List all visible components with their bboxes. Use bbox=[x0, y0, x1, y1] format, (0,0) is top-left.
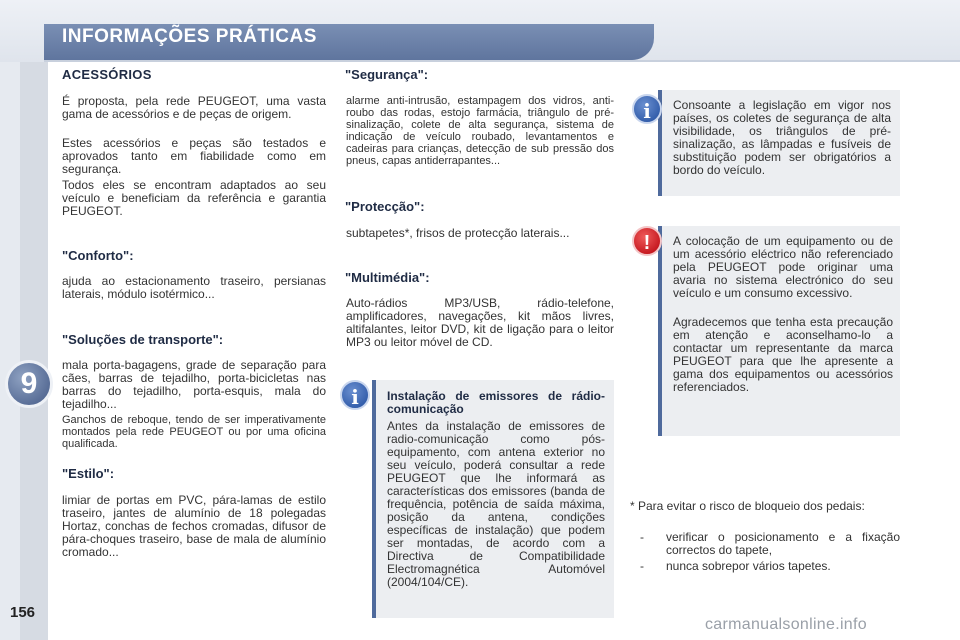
warning-icon: ! bbox=[632, 226, 662, 256]
estilo-text: limiar de portas em PVC, pára-lamas de estilo traseiro, jantes de alumínio de 18 polegadas Hortaz, conchas de fechos cromadas, difusor de pára-choques traseiro, base de mala de alumínio cromado... bbox=[62, 493, 326, 559]
watermark: carmanualsonline.info bbox=[705, 616, 867, 633]
footnote-item bbox=[640, 531, 900, 557]
info-icon: i bbox=[632, 94, 662, 124]
chapter-sidebar-edge bbox=[0, 62, 20, 640]
multimedia-heading: "Multimédia": bbox=[345, 270, 430, 285]
transporte-heading: "Soluções de transporte": bbox=[62, 332, 224, 347]
accessories-paragraph-1: É proposta, pela rede PEUGEOT, uma vasta gama de acessórios e de peças de origem. bbox=[62, 94, 326, 121]
footnote-item-text: nunca sobrepor vários tapetes. bbox=[666, 559, 831, 573]
footnote-item-text: verificar o posicionamento e a fixação correctos do tapete, bbox=[666, 530, 900, 557]
radio-emitters-text: Antes da instalação de emissores de radio-comunicação como pós-equipamento, com antena exterior no seu veículo, poderá consultar a rede PEUGEOT que lhe informará as características dos emissores (banda de frequência, potência de saída máxima, posição da antena, condições específicas de instalação) que podem ser montadas, de acordo com a Directiva de Compatibilidade Electromagnética Automóvel (2004/104/CE). bbox=[387, 419, 605, 589]
multimedia-text: Auto-rádios MP3/USB, rádio-telefone, amplificadores, navegações, kit mãos livres, altifalantes, leitor DVD, kit de ligação para o leitor MP3 ou leitor móvel de CD. bbox=[346, 296, 614, 349]
conforto-heading: "Conforto": bbox=[62, 248, 134, 263]
footnote-bullet: - bbox=[640, 559, 644, 573]
page-number: 156 bbox=[10, 604, 36, 621]
chapter-number-badge: 9 bbox=[5, 360, 53, 408]
accessories-paragraph-2: Estes acessórios e peças são testados e aprovados tanto em fiabilidade como em segurança. bbox=[62, 136, 326, 176]
page-title: INFORMAÇÕES PRÁTICAS bbox=[62, 26, 317, 47]
footnote-bullet: - bbox=[640, 530, 644, 544]
legislation-text: Consoante a legislação em vigor nos países, os coletes de segurança de alta visibilidade, os triângulos de pré-sinalização, as lâmpadas e fusíveis de substituição podem ser obrigatórios a bordo do veículo. bbox=[673, 98, 891, 177]
seguranca-text: alarme anti-intrusão, estampagem dos vidros, anti-roubo das rodas, estojo farmácia, triângulo de pré-sinalização, colete de alta segurança, sistema de indicação de veículo roubado, levantamentos e cadeiras para crianças, detecção de sub pressão dos pneus, capas antiderrapantes... bbox=[346, 95, 614, 167]
accessories-paragraph-3: Todos eles se encontram adaptados ao seu veículo e beneficiam da referência e garantia PEUGEOT. bbox=[62, 178, 326, 218]
radio-emitters-title: Instalação de emissores de rádio-comunicação bbox=[387, 389, 605, 416]
transporte-note: Ganchos de reboque, tendo de ser imperativamente montados pela rede PEUGEOT ou por uma oficina qualificada. bbox=[62, 414, 326, 450]
estilo-heading: "Estilo": bbox=[62, 466, 115, 481]
info-icon: i bbox=[340, 380, 370, 410]
proteccao-heading: "Protecção": bbox=[345, 199, 425, 214]
conforto-text: ajuda ao estacionamento traseiro, persianas laterais, módulo isotérmico... bbox=[62, 274, 326, 301]
accessories-heading: ACESSÓRIOS bbox=[62, 67, 152, 82]
transporte-text: mala porta-bagagens, grade de separação para cães, barras de tejadilho, porta-bicicletas nas barras do tejadilho, porta-esquis, mala do tejadilho... bbox=[62, 358, 326, 411]
footnote-item bbox=[640, 560, 900, 573]
proteccao-text: subtapetes*, frisos de protecção laterais... bbox=[346, 226, 570, 240]
warning-paragraph-1: A colocação de um equipamento ou de um acessório eléctrico não referenciado pela PEUGEOT pode originar uma avaria no sistema electrónico do seu veículo e um consumo excessivo. bbox=[673, 234, 893, 300]
footnote-lead: * Para evitar o risco de bloqueio dos pedais: bbox=[630, 499, 865, 513]
seguranca-heading: "Segurança": bbox=[345, 67, 429, 82]
header-divider bbox=[44, 60, 960, 62]
warning-paragraph-2: Agradecemos que tenha esta precaução em atenção e aconselhamo-lo a contactar um representante da marca PEUGEOT para que lhe apresente a gama dos equipamentos ou acessórios referenciados. bbox=[673, 315, 893, 394]
